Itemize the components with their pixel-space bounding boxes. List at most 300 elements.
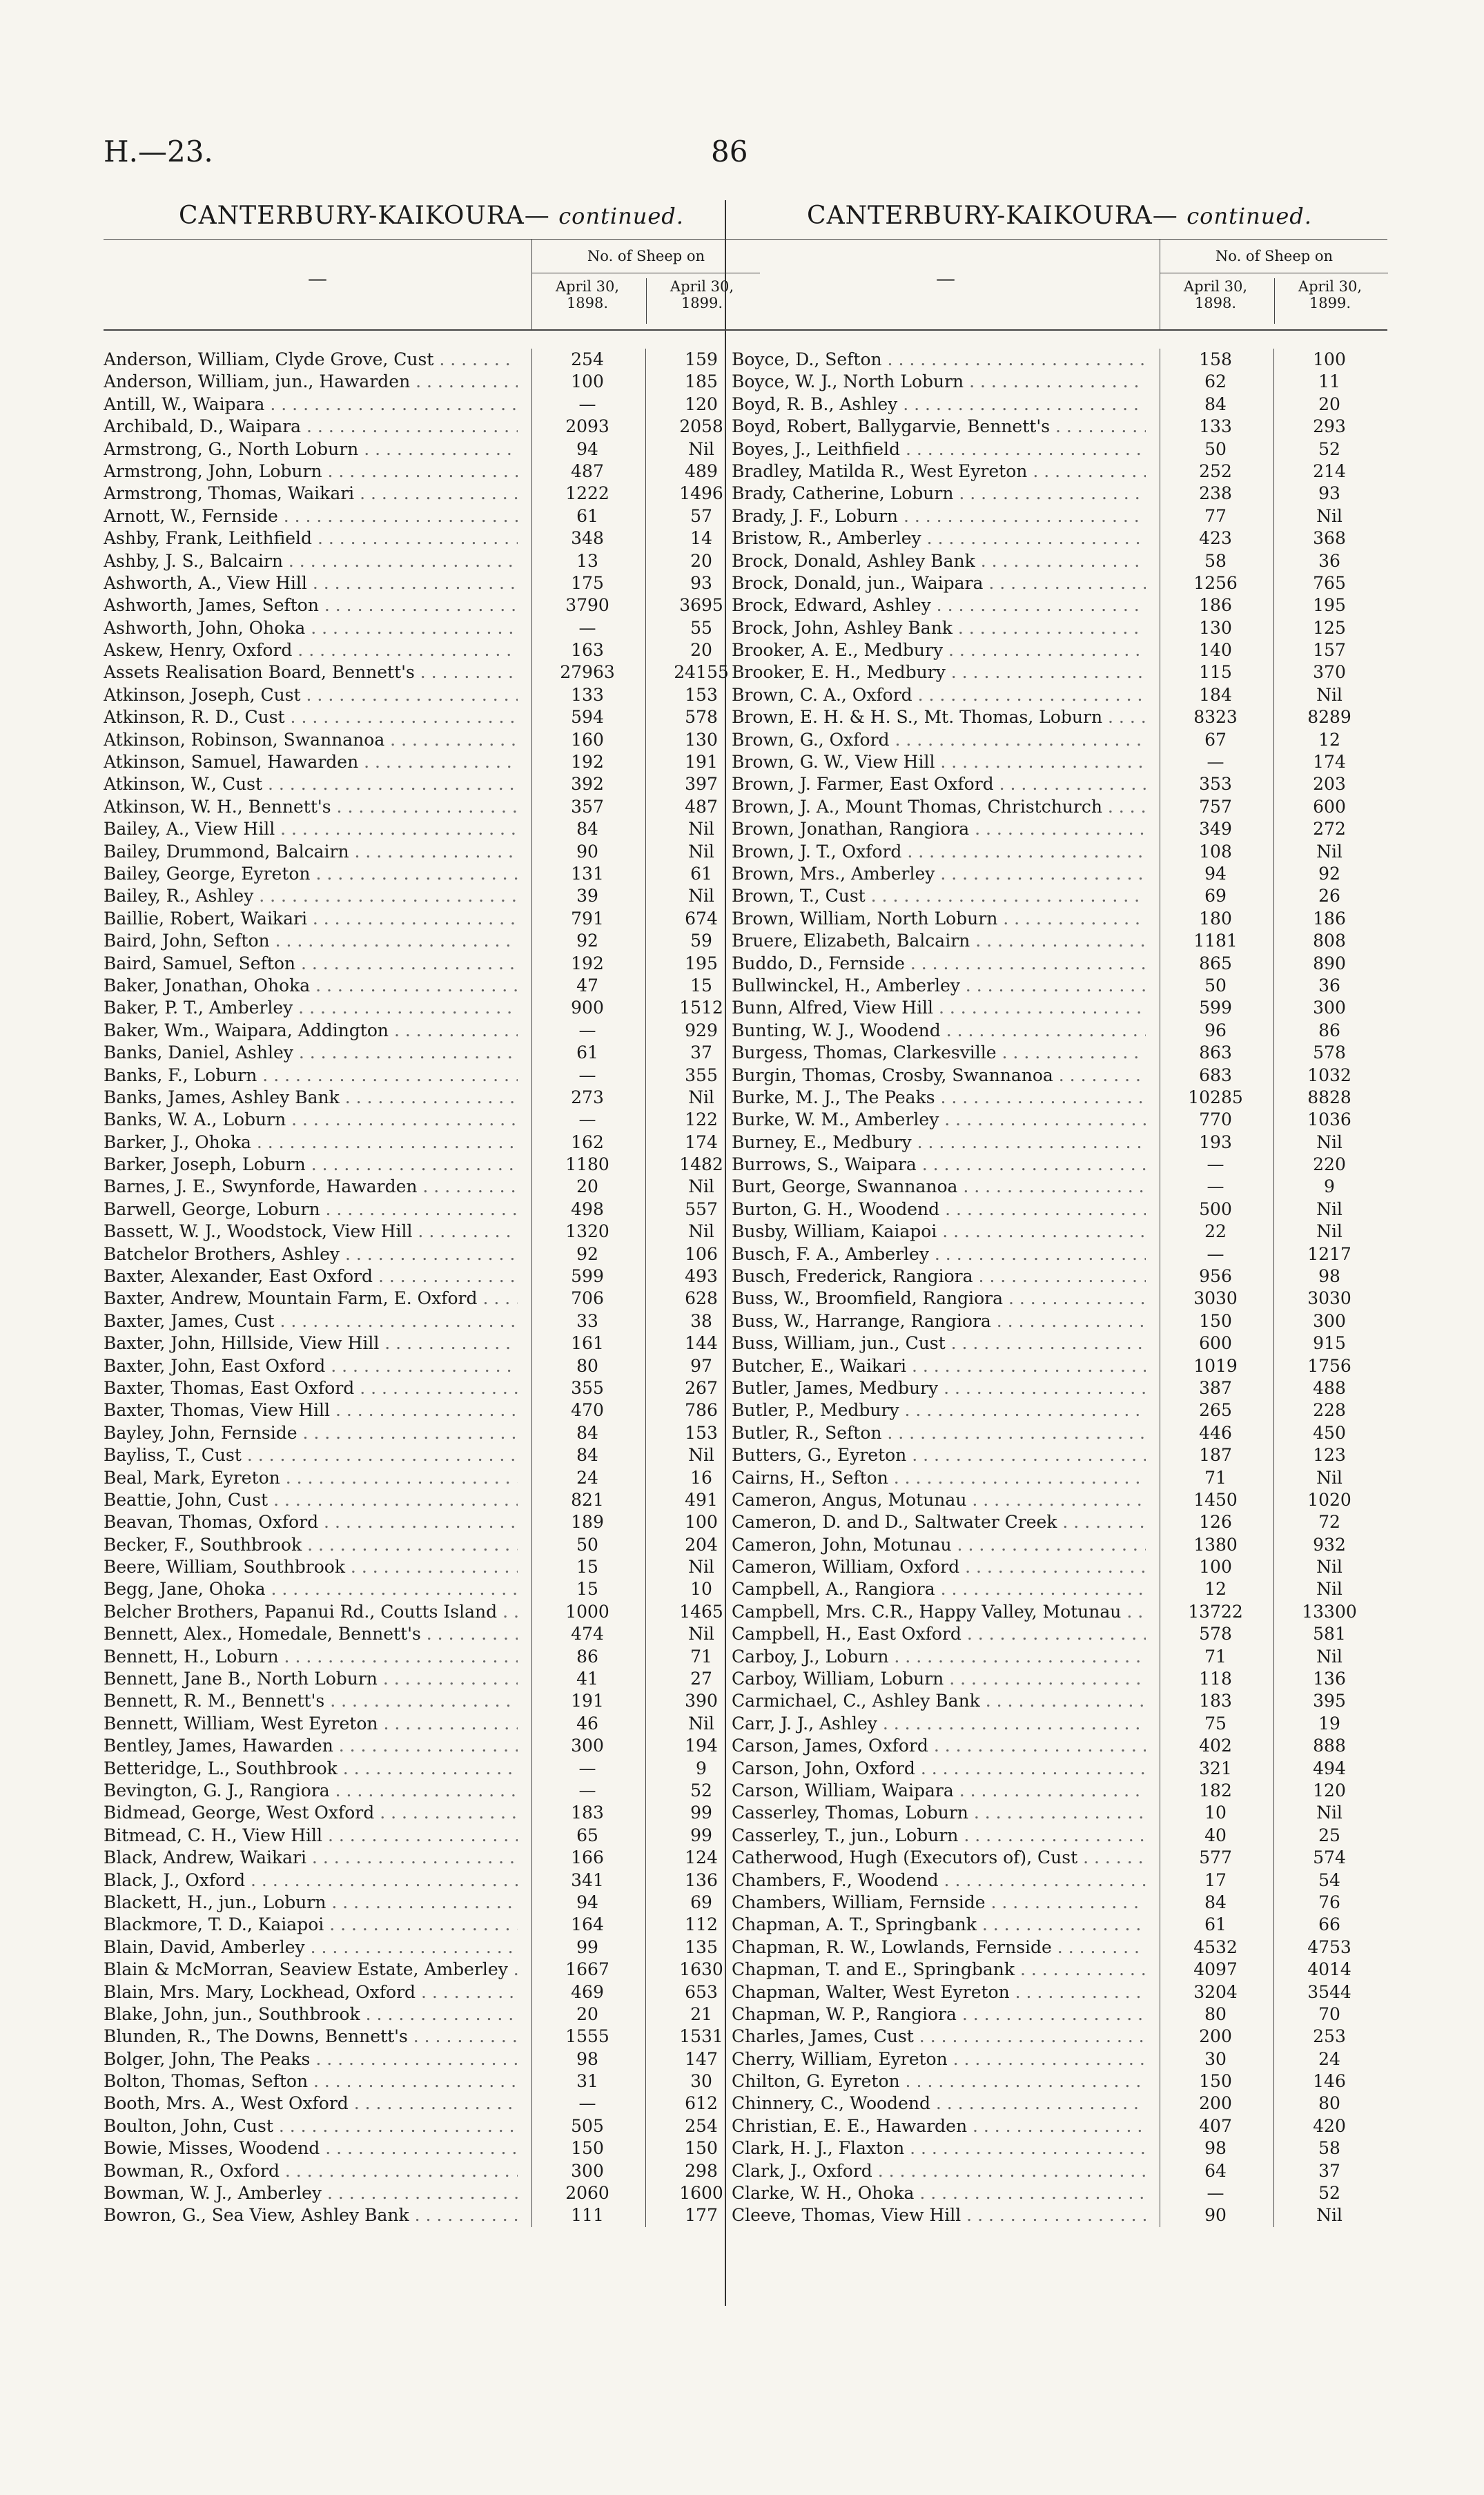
sheep-1899: 52 [1273,2182,1385,2204]
sheep-1899: Nil [1273,1198,1385,1221]
sheep-1898: 71 [1160,1646,1271,1668]
owner-name: Carmichael, C., Ashley Bank . . . [732,1690,1146,1712]
table-row [732,1332,1387,1355]
sheep-1899: 120 [645,394,756,416]
sheep-1898: 1450 [1160,1489,1271,1511]
sheep-1898: 94 [531,438,643,460]
table-row [104,527,759,550]
table-row [732,1735,1387,1757]
sheep-1898: 252 [1160,460,1271,483]
sheep-1899: Nil [1273,1221,1385,1243]
sheep-1899: Nil [1273,841,1385,863]
sheep-1899: 765 [1273,572,1385,594]
sheep-1899: 36 [1273,975,1385,997]
sheep-1899: Nil [1273,1556,1385,1578]
table-row [732,1399,1387,1421]
date-1898-line2: 1898. [566,295,609,311]
owner-name: Buddo, D., Fernside . . . [732,953,1146,975]
sheep-1899: 186 [1273,908,1385,930]
owner-name: Bailey, George, Eyreton . . . [104,863,518,885]
sheep-1898: 470 [531,1399,643,1421]
owner-name: Bentley, James, Hawarden . . . [104,1735,518,1757]
sheep-1899: 24155 [645,661,756,683]
owner-name: Bailey, R., Ashley . . . [104,885,518,907]
sheep-1898: 31 [531,2070,643,2093]
sheep-1898: 10285 [1160,1087,1271,1109]
table-row [732,572,1387,594]
table-row [732,1265,1387,1288]
table-row [104,2003,759,2026]
sheep-1898: 96 [1160,1020,1271,1042]
table-row [732,550,1387,572]
owner-name: Chapman, Walter, West Eyreton . . . [732,1981,1146,2003]
sheep-1898: 133 [1160,416,1271,438]
owner-name: Bolton, Thomas, Sefton . . . [104,2070,518,2093]
sheep-1899: 195 [1273,594,1385,617]
sheep-1899: 57 [645,505,756,527]
table-row [732,2026,1387,2048]
table-row [104,349,759,371]
owner-name: Bennett, Alex., Homedale, Bennett's . . . [104,1623,518,1645]
sheep-1899: 27 [645,1668,756,1690]
owner-name: Atkinson, Samuel, Hawarden . . . [104,751,518,773]
sheep-1898: 1256 [1160,572,1271,594]
owner-name: Burke, W. M., Amberley . . . [732,1109,1146,1131]
sheep-1899: 1531 [645,2026,756,2048]
owner-name: Cameron, Angus, Motunau . . . [732,1489,1146,1511]
table-row [732,2093,1387,2115]
sheep-1898: 187 [1160,1444,1271,1466]
sheep-1898: 254 [531,349,643,371]
table-row [732,1288,1387,1310]
table-row [732,1511,1387,1533]
table-row [732,729,1387,751]
sheep-1899: 1036 [1273,1109,1385,1131]
sheep-1898: 69 [1160,885,1271,907]
table-row [104,1713,759,1735]
table-row [104,953,759,975]
sheep-1899: 55 [645,617,756,639]
table-row [732,527,1387,550]
sheep-1899: 150 [645,2137,756,2159]
owner-name: Clark, H. J., Flaxton . . . [732,2137,1146,2159]
table-row [104,841,759,863]
table-row [732,1892,1387,1914]
sheep-1898: 20 [531,2003,643,2026]
sheep-1898: 33 [531,1310,643,1332]
sheep-1898: 821 [531,1489,643,1511]
table-row [104,1601,759,1623]
table-row [732,1668,1387,1690]
sheep-1898: 90 [531,841,643,863]
sheep-1898: 300 [531,2160,643,2182]
table-row [104,1802,759,1824]
table-row [104,908,759,930]
owner-name: Campbell, Mrs. C.R., Happy Valley, Motunau . . . [732,1601,1146,1623]
owner-name: Baxter, James, Cust . . . [104,1310,518,1332]
sheep-1898: 160 [531,729,643,751]
table-row [104,1825,759,1847]
sheep-1898: 15 [531,1556,643,1578]
sheep-1898: 84 [1160,1892,1271,1914]
table-row [732,416,1387,438]
sheep-1898: 355 [531,1377,643,1399]
table-row [732,953,1387,975]
table-body [104,349,759,2227]
table-row [104,594,759,617]
sheep-1899: 557 [645,1198,756,1221]
owner-name: Bowron, G., Sea View, Ashley Bank . . . [104,2204,518,2226]
owner-name: Armstrong, G., North Loburn . . . [104,438,518,460]
table-row [104,2070,759,2093]
sheep-1898: 863 [1160,1042,1271,1064]
sheep-1898: 115 [1160,661,1271,683]
table-row [732,1444,1387,1466]
sheep-1898: — [531,617,643,639]
sheep-1899: 4014 [1273,1959,1385,1981]
owner-name: Boyce, D., Sefton . . . [732,349,1146,371]
sheep-1899: 450 [1273,1422,1385,1444]
sheep-1899: 61 [645,863,756,885]
table-row [732,706,1387,728]
owner-name: Carson, James, Oxford . . . [732,1735,1146,1757]
sheep-1898: 498 [531,1198,643,1221]
table-row [732,1981,1387,2003]
owner-name: Bowman, W. J., Amberley . . . [104,2182,518,2204]
owner-name: Bunn, Alfred, View Hill . . . [732,997,1146,1019]
owner-name: Baxter, John, East Oxford . . . [104,1355,518,1377]
sheep-1898: 180 [1160,908,1271,930]
sheep-1899: 493 [645,1265,756,1288]
owner-name: Armstrong, John, Loburn . . . [104,460,518,483]
sheep-1898: 1181 [1160,930,1271,952]
sheep-1898: 13 [531,550,643,572]
sheep-1898: 353 [1160,773,1271,795]
table-row [104,2115,759,2137]
owner-name: Begg, Jane, Ohoka . . . [104,1578,518,1600]
owner-name: Bidmead, George, West Oxford . . . [104,1802,518,1824]
document-reference: H.—23. [104,135,213,168]
table-row [732,2070,1387,2093]
owner-name: Brown, Mrs., Amberley . . . [732,863,1146,885]
owner-name: Boulton, John, Cust . . . [104,2115,518,2137]
table-row [104,885,759,907]
table-row [732,483,1387,505]
sheep-1899: 491 [645,1489,756,1511]
sheep-1899: 214 [1273,460,1385,483]
table-row [104,1132,759,1154]
table-row [104,1892,759,1914]
owner-name: Chapman, R. W., Lowlands, Fernside . . . [732,1936,1146,1959]
owner-name: Campbell, H., East Oxford . . . [732,1623,1146,1645]
table-row [104,1221,759,1243]
sheep-1899: 578 [645,706,756,728]
table-row [732,1065,1387,1087]
sheep-1899: 3695 [645,594,756,617]
table-row [732,1377,1387,1399]
owner-name: Ashworth, A., View Hill . . . [104,572,518,594]
table-row [104,1578,759,1600]
table-row [732,1690,1387,1712]
sheep-1898: 62 [1160,371,1271,393]
sheep-1898: 133 [531,684,643,706]
sheep-1898: 599 [1160,997,1271,1019]
sheep-1898: 50 [1160,975,1271,997]
table-row [104,1422,759,1444]
owner-name: Armstrong, Thomas, Waikari . . . [104,483,518,505]
sheep-1899: 254 [645,2115,756,2137]
sheep-1898: 200 [1160,2093,1271,2115]
owner-name: Bevington, G. J., Rangiora . . . [104,1780,518,1802]
owner-name: Beattie, John, Cust . . . [104,1489,518,1511]
table-row [104,1198,759,1221]
owner-name: Brock, Donald, jun., Waipara . . . [732,572,1146,594]
sheep-1899: 298 [645,2160,756,2182]
table-row [104,394,759,416]
sheep-1899: 125 [1273,617,1385,639]
owner-name: Chambers, William, Fernside . . . [732,1892,1146,1914]
sheep-1898: 183 [531,1802,643,1824]
owner-name: Atkinson, W., Cust . . . [104,773,518,795]
sheep-1898: 150 [1160,1310,1271,1332]
sheep-1899: 159 [645,349,756,371]
owner-name: Banks, James, Ashley Bank . . . [104,1087,518,1109]
sheep-1898: 164 [531,1914,643,1936]
sheep-1898: 84 [531,818,643,840]
sheep-1898: 161 [531,1332,643,1355]
table-row [104,1399,759,1421]
table-row [104,796,759,818]
sheep-1898: 186 [1160,594,1271,617]
owner-name: Baird, Samuel, Sefton . . . [104,953,518,975]
owner-name: Barwell, George, Loburn . . . [104,1198,518,1221]
table-row [104,1087,759,1109]
sheep-1898: — [1160,751,1271,773]
table-row [104,1265,759,1288]
sheep-1899: 20 [1273,394,1385,416]
table-row [104,1444,759,1466]
sheep-1898: 64 [1160,2160,1271,2182]
sheep-1899: 30 [645,2070,756,2093]
sheep-1898: 86 [531,1646,643,1668]
table-row [732,863,1387,885]
sheep-1898: 17 [1160,1870,1271,1892]
owner-name: Casserley, Thomas, Loburn . . . [732,1802,1146,1824]
sheep-1898: 238 [1160,483,1271,505]
table-row [104,460,759,483]
sheep-1898: 84 [531,1444,643,1466]
table-row [104,2026,759,2048]
owner-name: Chilton, G. Eyreton . . . [732,2070,1146,2093]
sheep-1899: 300 [1273,1310,1385,1332]
owner-name: Catherwood, Hugh (Executors of), Cust . . . [732,1847,1146,1869]
date-1899-line1: April 30, [1298,278,1363,295]
owner-name: Blain, Mrs. Mary, Lockhead, Oxford . . . [104,1981,518,2003]
owner-name: Ashworth, John, Ohoka . . . [104,617,518,639]
table-row [732,2160,1387,2182]
table-header [104,239,759,331]
owner-name: Bayliss, T., Cust . . . [104,1444,518,1466]
owner-name: Cairns, H., Sefton . . . [732,1467,1146,1489]
sheep-1899: 71 [645,1646,756,1668]
table-row [732,908,1387,930]
table-row [732,1042,1387,1064]
table-row [104,1556,759,1578]
sheep-1899: 488 [1273,1377,1385,1399]
sheep-1898: 130 [1160,617,1271,639]
table-row [732,2003,1387,2026]
sheep-1898: 140 [1160,639,1271,661]
sheep-1898: — [1160,2182,1271,2204]
sheep-1899: Nil [1273,1132,1385,1154]
sheep-1899: 397 [645,773,756,795]
date-1899-header [1274,278,1385,324]
sheep-1898: 131 [531,863,643,885]
sheep-1899: 194 [645,1735,756,1757]
table-row [732,1959,1387,1981]
sheep-1899: 70 [1273,2003,1385,2026]
sheep-1899: 147 [645,2048,756,2070]
table-row [104,1914,759,1936]
sheep-1899: 191 [645,751,756,773]
table-row [732,997,1387,1019]
table-row [104,1109,759,1131]
table-row [732,1154,1387,1176]
sheep-1899: 174 [1273,751,1385,773]
sheep-1898: 166 [531,1847,643,1869]
table-row [732,1489,1387,1511]
sheep-1898: 200 [1160,2026,1271,2048]
sheep-1899: Nil [1273,684,1385,706]
owner-name: Brown, J. T., Oxford . . . [732,841,1146,863]
sheep-1899: 52 [645,1780,756,1802]
table-row [732,1087,1387,1109]
sheep-1899: 786 [645,1399,756,1421]
owner-name: Butler, P., Medbury . . . [732,1399,1146,1421]
table-row [104,1758,759,1780]
sheep-1899: 26 [1273,885,1385,907]
table-header [732,239,1387,331]
sheep-1899: 92 [1273,863,1385,885]
sheep-1898: 900 [531,997,643,1019]
sheep-1898: 3030 [1160,1288,1271,1310]
sheep-1898: 46 [531,1713,643,1735]
sheep-1898: 865 [1160,953,1271,975]
sheep-1899: 177 [645,2204,756,2226]
table-row [104,1847,759,1869]
owner-name: Brock, Edward, Ashley . . . [732,594,1146,617]
sheep-1898: 4097 [1160,1959,1271,1981]
sheep-1898: 193 [1160,1132,1271,1154]
table-row [104,1936,759,1959]
table-row [104,1870,759,1892]
left-column [104,202,759,2227]
table-row [104,1646,759,1668]
table-row [104,2093,759,2115]
sheep-1898: 84 [1160,394,1271,416]
owner-name: Bruere, Elizabeth, Balcairn . . . [732,930,1146,952]
table-row [104,1981,759,2003]
table-row [104,1467,759,1489]
sheep-1898: 162 [531,1132,643,1154]
sheep-1899: 136 [645,1870,756,1892]
date-1899-line1: April 30, [670,278,734,295]
table-row [732,1467,1387,1489]
sheep-1899: 99 [645,1802,756,1824]
sheep-1899: 929 [645,1020,756,1042]
right-column [732,202,1387,2227]
table-row [732,1780,1387,1802]
sheep-1898: 1019 [1160,1355,1271,1377]
table-row [104,1288,759,1310]
owner-name: Brock, John, Ashley Bank . . . [732,617,1146,639]
table-row [104,2182,759,2204]
date-1898-line2: 1898. [1194,295,1237,311]
sheep-1898: — [531,1065,643,1087]
owner-name: Charles, James, Cust . . . [732,2026,1146,2048]
owner-name: Brown, C. A., Oxford . . . [732,684,1146,706]
table-row [732,371,1387,393]
owner-name: Burrows, S., Waipara . . . [732,1154,1146,1176]
owner-name: Carr, J. J., Ashley . . . [732,1713,1146,1735]
table-row [104,1020,759,1042]
table-row [732,639,1387,661]
sheep-1899: 420 [1273,2115,1385,2137]
sheep-1899: 93 [1273,483,1385,505]
owner-name: Busch, F. A., Amberley . . . [732,1243,1146,1265]
table-row [732,1713,1387,1735]
table-row [104,2048,759,2070]
sheep-1899: 370 [1273,661,1385,683]
table-row [104,1154,759,1176]
owner-name: Cameron, John, Motunau . . . [732,1534,1146,1556]
sheep-1898: 392 [531,773,643,795]
table-row [104,2204,759,2226]
table-row [732,2182,1387,2204]
owner-name: Arnott, W., Fernside . . . [104,505,518,527]
table-row [732,1758,1387,1780]
sheep-1898: 30 [1160,2048,1271,2070]
sheep-1898: 150 [1160,2070,1271,2093]
sheep-1899: 494 [1273,1758,1385,1780]
sheep-1899: 15 [645,975,756,997]
table-row [104,572,759,594]
sheep-1898: 8323 [1160,706,1271,728]
sheep-1899: 185 [645,371,756,393]
table-row [732,1556,1387,1578]
sheep-1899: 915 [1273,1332,1385,1355]
table-row [104,997,759,1019]
sheep-1898: 61 [531,1042,643,1064]
sheep-1898: 90 [1160,2204,1271,2226]
header-dash: — [308,267,327,290]
owner-name: Brown, William, North Loburn . . . [732,908,1146,930]
owner-name: Brooker, E. H., Medbury . . . [732,661,1146,683]
table-row [732,1936,1387,1959]
owner-name: Atkinson, R. D., Cust . . . [104,706,518,728]
sheep-1898: 349 [1160,818,1271,840]
owner-name: Baxter, Thomas, East Oxford . . . [104,1377,518,1399]
sheep-1899: 1217 [1273,1243,1385,1265]
sheep-1899: 574 [1273,1847,1385,1869]
sheep-1899: Nil [645,1623,756,1645]
sheep-1898: 273 [531,1087,643,1109]
sheep-1898: 192 [531,953,643,975]
sheep-1898: 111 [531,2204,643,2226]
sheep-1898: 39 [531,885,643,907]
sheep-1899: 21 [645,2003,756,2026]
sheep-1899: 13300 [1273,1601,1385,1623]
